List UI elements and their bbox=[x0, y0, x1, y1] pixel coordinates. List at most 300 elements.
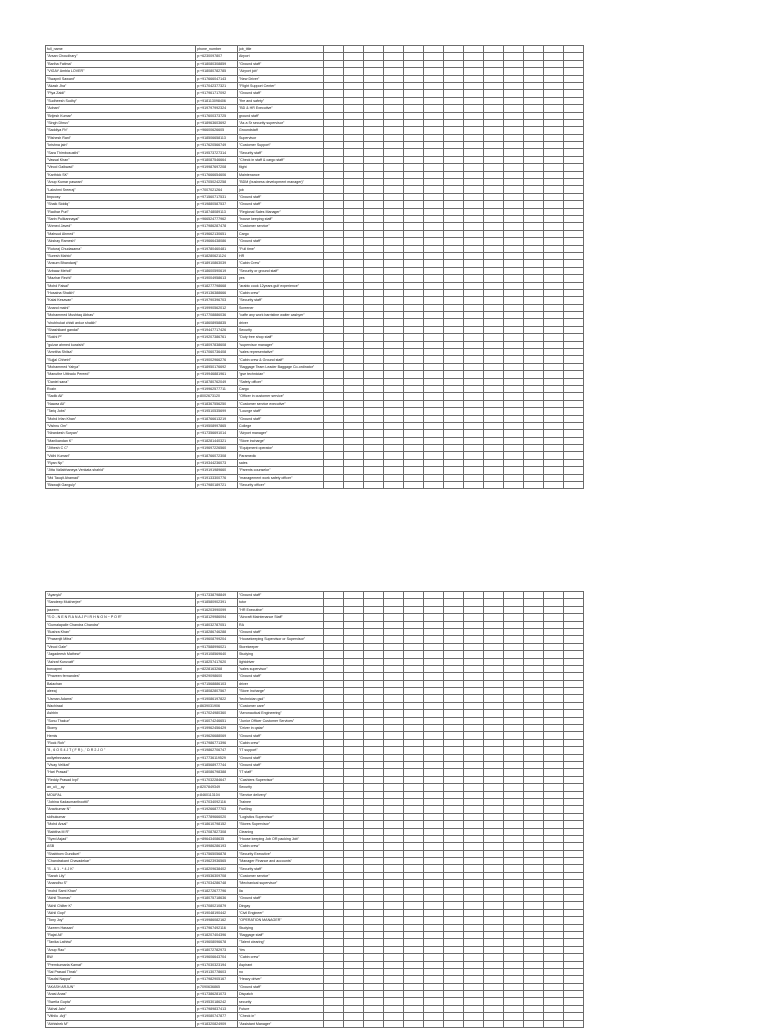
empty-cell bbox=[424, 445, 444, 452]
empty-cell bbox=[444, 275, 464, 282]
empty-cell bbox=[404, 776, 424, 783]
empty-cell bbox=[484, 924, 504, 931]
empty-cell bbox=[404, 717, 424, 724]
name-cell: "S . & 1 . * 4 J K" bbox=[46, 865, 196, 872]
empty-cell bbox=[364, 208, 384, 215]
empty-cell bbox=[564, 341, 584, 348]
empty-cell bbox=[444, 378, 464, 385]
empty-cell bbox=[484, 267, 504, 274]
name-cell: "Sudheesh Sudhy" bbox=[46, 97, 196, 104]
empty-cell bbox=[384, 186, 404, 193]
empty-cell bbox=[344, 142, 364, 149]
empty-cell bbox=[364, 437, 384, 444]
empty-cell bbox=[344, 201, 364, 208]
empty-cell bbox=[324, 725, 344, 732]
empty-cell bbox=[344, 673, 364, 680]
empty-cell bbox=[484, 946, 504, 953]
empty-cell bbox=[424, 282, 444, 289]
table-row bbox=[46, 843, 584, 850]
empty-cell bbox=[344, 791, 364, 798]
table-row bbox=[46, 747, 584, 754]
empty-cell bbox=[344, 415, 364, 422]
empty-cell bbox=[344, 215, 364, 222]
empty-cell bbox=[424, 156, 444, 163]
empty-cell bbox=[484, 326, 504, 333]
empty-cell bbox=[564, 238, 584, 245]
empty-cell bbox=[564, 784, 584, 791]
job-title-cell: Security bbox=[238, 326, 324, 333]
empty-cell bbox=[324, 895, 344, 902]
job-title-cell: "Ground staff" bbox=[238, 761, 324, 768]
table-row bbox=[46, 393, 584, 400]
phone-cell: p:+918080308859 bbox=[196, 60, 238, 67]
empty-cell bbox=[424, 238, 444, 245]
empty-cell bbox=[344, 408, 364, 415]
empty-cell bbox=[444, 97, 464, 104]
empty-cell bbox=[324, 289, 344, 296]
empty-cell bbox=[364, 636, 384, 643]
empty-cell bbox=[524, 628, 544, 635]
empty-cell bbox=[424, 349, 444, 356]
empty-cell bbox=[424, 90, 444, 97]
empty-cell bbox=[504, 872, 524, 879]
phone-cell: p:+918207404396 bbox=[196, 931, 238, 938]
empty-cell bbox=[484, 319, 504, 326]
job-title-cell: Studying bbox=[238, 651, 324, 658]
phone-cell: p:+918286746288 bbox=[196, 628, 238, 635]
empty-cell bbox=[564, 415, 584, 422]
job-title-cell: "Talent clearing" bbox=[238, 939, 324, 946]
empty-cell bbox=[444, 968, 464, 975]
empty-cell bbox=[324, 658, 344, 665]
empty-cell bbox=[364, 621, 384, 628]
job-title-cell: HR bbox=[238, 252, 324, 259]
empty-cell bbox=[524, 275, 544, 282]
empty-cell bbox=[384, 134, 404, 141]
empty-cell bbox=[504, 223, 524, 230]
empty-cell bbox=[524, 400, 544, 407]
empty-cell bbox=[484, 821, 504, 828]
empty-cell bbox=[424, 651, 444, 658]
empty-cell bbox=[484, 105, 504, 112]
empty-cell bbox=[564, 791, 584, 798]
empty-cell bbox=[544, 378, 564, 385]
empty-cell bbox=[504, 312, 524, 319]
phone-cell: p:+918209638402 bbox=[196, 865, 238, 872]
table-row bbox=[46, 895, 584, 902]
empty-cell bbox=[404, 223, 424, 230]
empty-cell bbox=[464, 459, 484, 466]
phone-cell: p:+918097838608 bbox=[196, 341, 238, 348]
name-cell: "Sarah Lily" bbox=[46, 872, 196, 879]
empty-cell bbox=[564, 215, 584, 222]
empty-cell bbox=[424, 378, 444, 385]
job-title-cell: Trainee bbox=[238, 798, 324, 805]
empty-cell bbox=[544, 356, 564, 363]
empty-cell bbox=[384, 895, 404, 902]
empty-cell bbox=[504, 171, 524, 178]
empty-cell bbox=[364, 119, 384, 126]
empty-cell bbox=[324, 452, 344, 459]
empty-cell bbox=[484, 872, 504, 879]
empty-cell bbox=[544, 1005, 564, 1012]
empty-cell bbox=[424, 267, 444, 274]
empty-cell bbox=[344, 119, 364, 126]
empty-cell bbox=[464, 747, 484, 754]
empty-cell bbox=[544, 334, 564, 341]
empty-cell bbox=[544, 813, 564, 820]
empty-cell bbox=[524, 415, 544, 422]
empty-cell bbox=[444, 297, 464, 304]
empty-cell bbox=[444, 732, 464, 739]
empty-cell bbox=[504, 754, 524, 761]
empty-cell bbox=[484, 297, 504, 304]
empty-cell bbox=[384, 378, 404, 385]
empty-cell bbox=[524, 252, 544, 259]
empty-cell bbox=[324, 208, 344, 215]
empty-cell bbox=[444, 636, 464, 643]
empty-cell bbox=[404, 467, 424, 474]
empty-cell bbox=[544, 53, 564, 60]
empty-cell bbox=[384, 828, 404, 835]
table-row bbox=[46, 680, 584, 687]
empty-cell bbox=[504, 769, 524, 776]
table-row bbox=[46, 171, 584, 178]
empty-cell bbox=[344, 761, 364, 768]
empty-cell bbox=[324, 267, 344, 274]
phone-cell: p:+918568977744 bbox=[196, 761, 238, 768]
name-cell: "Md Tauqit Ahamad" bbox=[46, 474, 196, 481]
empty-cell bbox=[524, 991, 544, 998]
empty-cell bbox=[544, 902, 564, 909]
empty-cell bbox=[544, 673, 564, 680]
table-row bbox=[46, 415, 584, 422]
empty-cell bbox=[344, 60, 364, 67]
table-row bbox=[46, 149, 584, 156]
empty-cell bbox=[404, 658, 424, 665]
job-title-cell: "Airport manager" bbox=[238, 430, 324, 437]
empty-cell bbox=[464, 739, 484, 746]
empty-cell bbox=[504, 334, 524, 341]
empty-cell bbox=[464, 828, 484, 835]
empty-cell bbox=[484, 784, 504, 791]
empty-cell bbox=[344, 983, 364, 990]
empty-cell bbox=[404, 761, 424, 768]
empty-cell bbox=[444, 393, 464, 400]
name-cell: "Jitta Vallabhaneya Venkata shahid" bbox=[46, 467, 196, 474]
empty-cell bbox=[404, 680, 424, 687]
empty-cell bbox=[404, 917, 424, 924]
empty-cell bbox=[524, 843, 544, 850]
empty-cell bbox=[324, 909, 344, 916]
empty-cell bbox=[484, 385, 504, 392]
table-row bbox=[46, 643, 584, 650]
empty-cell bbox=[344, 895, 364, 902]
job-title-cell: "management work safety officer" bbox=[238, 474, 324, 481]
empty-cell bbox=[444, 599, 464, 606]
empty-cell bbox=[544, 363, 564, 370]
empty-cell bbox=[364, 880, 384, 887]
empty-cell bbox=[544, 968, 564, 975]
job-title-cell: "Lounge staff" bbox=[238, 408, 324, 415]
phone-cell: p:+919862706747 bbox=[196, 747, 238, 754]
table-row bbox=[46, 828, 584, 835]
empty-cell bbox=[424, 717, 444, 724]
empty-cell bbox=[324, 223, 344, 230]
empty-cell bbox=[344, 186, 364, 193]
empty-cell bbox=[384, 643, 404, 650]
empty-cell bbox=[444, 356, 464, 363]
empty-cell bbox=[384, 156, 404, 163]
empty-cell bbox=[324, 813, 344, 820]
job-title-cell: RA bbox=[238, 621, 324, 628]
table-row bbox=[46, 636, 584, 643]
empty-cell bbox=[404, 865, 424, 872]
empty-cell bbox=[564, 798, 584, 805]
empty-cell bbox=[524, 68, 544, 75]
empty-cell bbox=[484, 798, 504, 805]
empty-cell bbox=[324, 968, 344, 975]
empty-cell bbox=[364, 319, 384, 326]
empty-cell bbox=[344, 599, 364, 606]
empty-cell bbox=[524, 341, 544, 348]
empty-cell bbox=[544, 695, 564, 702]
phone-cell: p:+917620566749 bbox=[196, 142, 238, 149]
table-row bbox=[46, 688, 584, 695]
empty-cell bbox=[484, 127, 504, 134]
empty-cell bbox=[344, 326, 364, 333]
empty-cell bbox=[504, 835, 524, 842]
empty-cell bbox=[444, 119, 464, 126]
empty-cell bbox=[344, 312, 364, 319]
empty-cell bbox=[504, 710, 524, 717]
phone-cell: p:+918072782973 bbox=[196, 946, 238, 953]
job-title-cell: Airport bbox=[238, 53, 324, 60]
empty-cell bbox=[504, 702, 524, 709]
empty-cell bbox=[384, 954, 404, 961]
empty-cell bbox=[464, 297, 484, 304]
empty-cell bbox=[544, 223, 564, 230]
empty-cell bbox=[504, 725, 524, 732]
empty-cell bbox=[564, 606, 584, 613]
empty-cell bbox=[524, 474, 544, 481]
empty-cell bbox=[524, 319, 544, 326]
empty-cell bbox=[364, 422, 384, 429]
empty-cell bbox=[344, 275, 364, 282]
table-row bbox=[46, 813, 584, 820]
empty-cell bbox=[384, 230, 404, 237]
empty-cell bbox=[424, 193, 444, 200]
empty-cell bbox=[444, 843, 464, 850]
empty-cell bbox=[524, 134, 544, 141]
empty-cell bbox=[464, 363, 484, 370]
empty-cell bbox=[564, 82, 584, 89]
table-row bbox=[46, 606, 584, 613]
empty-cell bbox=[544, 858, 564, 865]
empty-cell bbox=[564, 312, 584, 319]
empty-cell bbox=[484, 400, 504, 407]
empty-cell bbox=[444, 798, 464, 805]
empty-cell bbox=[544, 621, 564, 628]
empty-cell bbox=[424, 430, 444, 437]
empty-cell bbox=[324, 961, 344, 968]
empty-cell bbox=[384, 75, 404, 82]
empty-cell bbox=[364, 909, 384, 916]
empty-cell bbox=[364, 134, 384, 141]
empty-cell bbox=[544, 998, 564, 1005]
empty-cell bbox=[424, 946, 444, 953]
empty-cell bbox=[364, 835, 384, 842]
empty-cell bbox=[564, 179, 584, 186]
empty-cell bbox=[504, 341, 524, 348]
empty-cell bbox=[364, 665, 384, 672]
empty-cell bbox=[364, 998, 384, 1005]
empty-cell bbox=[404, 363, 424, 370]
empty-cell bbox=[424, 171, 444, 178]
empty-cell bbox=[324, 445, 344, 452]
empty-cell bbox=[524, 614, 544, 621]
empty-cell bbox=[324, 983, 344, 990]
empty-cell bbox=[344, 739, 364, 746]
empty-cell bbox=[504, 747, 524, 754]
empty-cell bbox=[424, 223, 444, 230]
empty-cell bbox=[524, 651, 544, 658]
empty-cell bbox=[404, 415, 424, 422]
empty-cell bbox=[404, 850, 424, 857]
empty-cell bbox=[404, 215, 424, 222]
name-cell: "Vivay Velikat" bbox=[46, 761, 196, 768]
empty-cell bbox=[464, 976, 484, 983]
empty-cell bbox=[344, 230, 364, 237]
empty-cell bbox=[444, 90, 464, 97]
table-row bbox=[46, 902, 584, 909]
job-title-cell: "Security officer" bbox=[238, 482, 324, 489]
table-row bbox=[46, 105, 584, 112]
name-cell: "AKASH ARJUN" bbox=[46, 983, 196, 990]
name-cell: "Nirankesh Suryan" bbox=[46, 430, 196, 437]
empty-cell bbox=[324, 363, 344, 370]
empty-cell bbox=[424, 275, 444, 282]
empty-cell bbox=[404, 482, 424, 489]
empty-cell bbox=[364, 843, 384, 850]
empty-cell bbox=[544, 215, 564, 222]
empty-cell bbox=[564, 356, 584, 363]
empty-cell bbox=[324, 142, 344, 149]
name-cell: "Vithilu .Arji" bbox=[46, 1013, 196, 1020]
empty-cell bbox=[444, 459, 464, 466]
empty-cell bbox=[364, 275, 384, 282]
empty-cell bbox=[404, 312, 424, 319]
empty-cell bbox=[484, 968, 504, 975]
empty-cell bbox=[524, 179, 544, 186]
table-row bbox=[46, 201, 584, 208]
empty-cell bbox=[484, 193, 504, 200]
name-cell: "Suresh Mahto" bbox=[46, 252, 196, 259]
empty-cell bbox=[384, 813, 404, 820]
empty-cell bbox=[564, 378, 584, 385]
empty-cell bbox=[444, 658, 464, 665]
empty-cell bbox=[404, 998, 424, 1005]
empty-cell bbox=[324, 282, 344, 289]
empty-cell bbox=[464, 680, 484, 687]
empty-cell bbox=[524, 164, 544, 171]
empty-cell bbox=[384, 887, 404, 894]
empty-cell bbox=[364, 60, 384, 67]
empty-cell bbox=[504, 592, 524, 599]
empty-cell bbox=[544, 665, 564, 672]
job-title-cell: "New Driver" bbox=[238, 75, 324, 82]
job-title-cell: "Assistant Manager" bbox=[238, 1020, 324, 1027]
job-title-cell: "Ground staff" bbox=[238, 415, 324, 422]
empty-cell bbox=[484, 776, 504, 783]
name-cell: "Ansum Bhandwaj" bbox=[46, 260, 196, 267]
empty-cell bbox=[384, 688, 404, 695]
empty-cell bbox=[404, 385, 424, 392]
empty-cell bbox=[524, 156, 544, 163]
empty-cell bbox=[424, 880, 444, 887]
empty-cell bbox=[324, 179, 344, 186]
name-cell: "Swapnil Sawant" bbox=[46, 75, 196, 82]
table-row bbox=[46, 97, 584, 104]
table-row bbox=[46, 880, 584, 887]
empty-cell bbox=[504, 230, 524, 237]
empty-cell bbox=[564, 954, 584, 961]
empty-cell bbox=[344, 680, 364, 687]
empty-cell bbox=[404, 112, 424, 119]
empty-cell bbox=[524, 688, 544, 695]
phone-cell: p:8639031906 bbox=[196, 702, 238, 709]
empty-cell bbox=[504, 393, 524, 400]
empty-cell bbox=[424, 813, 444, 820]
empty-cell bbox=[404, 193, 424, 200]
phone-cell: p:+917060736408 bbox=[196, 349, 238, 356]
empty-cell bbox=[364, 983, 384, 990]
job-title-cell: Dingay bbox=[238, 902, 324, 909]
empty-cell bbox=[484, 621, 504, 628]
empty-cell bbox=[424, 334, 444, 341]
empty-cell bbox=[504, 252, 524, 259]
empty-cell bbox=[424, 887, 444, 894]
empty-cell bbox=[524, 909, 544, 916]
table-row bbox=[46, 482, 584, 489]
empty-cell bbox=[424, 828, 444, 835]
empty-cell bbox=[424, 702, 444, 709]
empty-cell bbox=[424, 75, 444, 82]
empty-cell bbox=[484, 835, 504, 842]
name-cell: "Tariq Jobs" bbox=[46, 408, 196, 415]
table-row bbox=[46, 326, 584, 333]
phone-cell: p:+919344236073 bbox=[196, 459, 238, 466]
name-cell: "S O - N E N R A N A J P I R H N O N ~ P O R" bbox=[46, 614, 196, 621]
empty-cell bbox=[424, 304, 444, 311]
empty-cell bbox=[364, 592, 384, 599]
empty-cell bbox=[344, 628, 364, 635]
table-row bbox=[46, 658, 584, 665]
empty-cell bbox=[484, 761, 504, 768]
empty-cell bbox=[404, 636, 424, 643]
empty-cell bbox=[324, 97, 344, 104]
empty-cell bbox=[344, 872, 364, 879]
job-title-cell: "Ground staff" bbox=[238, 238, 324, 245]
empty-cell bbox=[324, 186, 344, 193]
empty-cell bbox=[504, 665, 524, 672]
table-row bbox=[46, 282, 584, 289]
empty-cell bbox=[464, 998, 484, 1005]
empty-cell bbox=[384, 695, 404, 702]
empty-cell bbox=[484, 599, 504, 606]
table-row bbox=[46, 769, 584, 776]
empty-cell bbox=[504, 326, 524, 333]
